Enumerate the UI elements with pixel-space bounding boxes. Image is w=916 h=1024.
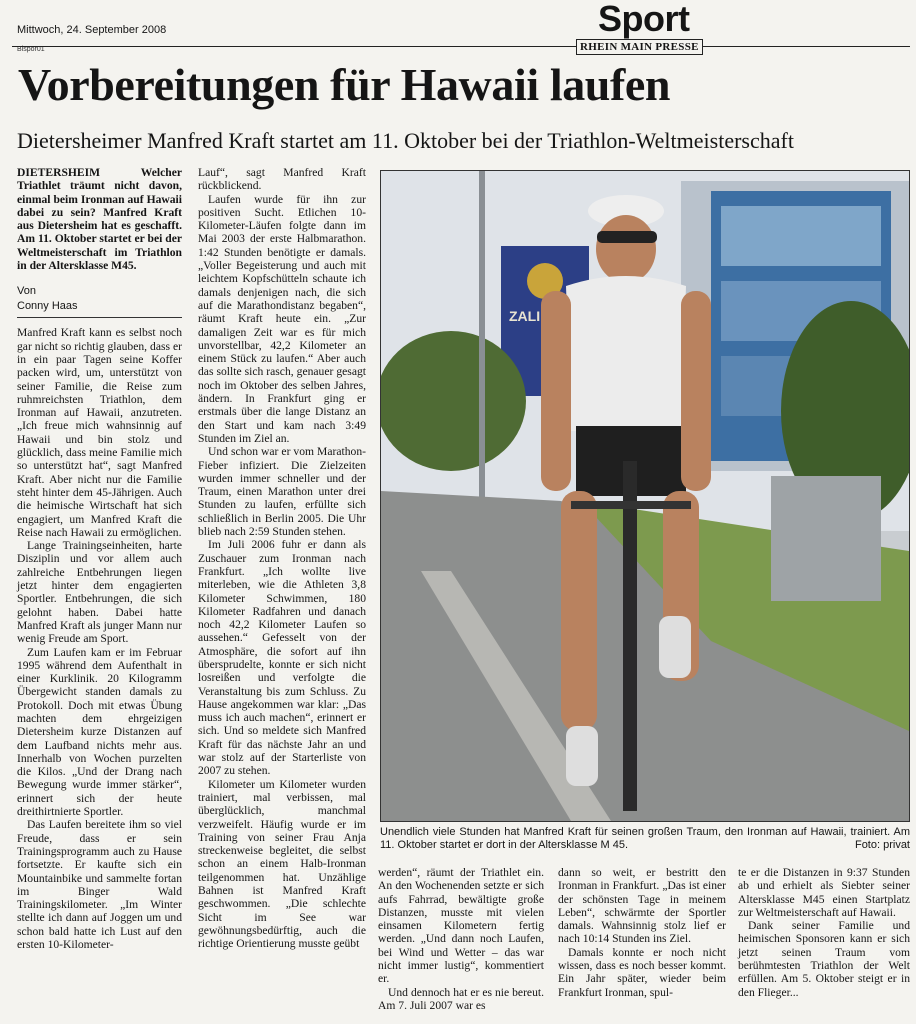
paragraph: Dank seiner Familie und heimischen Sponsoren kann er sich jetzt seinen Traum vom berühmtesten Triathlon der Welt erfüllen. Am 5. Oktober steigt er in den Flieger... <box>738 919 910 999</box>
newspaper-name: RHEIN MAIN PRESSE <box>576 39 703 55</box>
paragraph: Lange Trainingseinheiten, harte Disziplin und vor allem auch zahlreiche Entbehrungen liegen jetzt hinter dem engagierten Sportler. Entbehrungen, die sich gelohnt haben. Dabei hatte Manfred Kraft als junger Mann nur wenig Freude am Sport. <box>17 539 182 646</box>
paragraph: dann so weit, er bestritt den Ironman in Frankfurt. „Das ist einer der schönsten Tage in meinem Leben“, schwärmte der Sportler damals. Wahnsinnig stolz lief er nach 10:14 Stunden ins Ziel. <box>558 866 726 946</box>
photo-caption <box>380 826 910 852</box>
paragraph: Lauf“, sagt Manfred Kraft rückblickend. <box>198 166 366 193</box>
paragraph: Das Laufen bereitete ihm so viel Freude, dass er sein Trainingsprogramm auch zu Hause fortsetzte. Er kaufte sich ein Mountainbike und sammelte fortan im Binger Wald Trainingskilometer. „Im Winter stellte ich dann auf Joggen um und schon bald hatte ich Lust auf den ersten 10-Kilometer- <box>17 818 182 952</box>
article-headline: Vorbereitungen für Hawaii laufen <box>18 59 671 110</box>
banner-sign-text: ZALI <box>509 308 541 324</box>
section-title: Sport <box>598 0 690 39</box>
article-column-4 <box>558 866 726 999</box>
article-lead: DIETERSHEIM Welcher Triathlet träumt nicht davon, einmal beim Ironman auf Hawaii dabei zu sein? Manfred Kraft aus Dietersheim hat es geschafft. Am 11. Oktober startet er bei der Weltmeisterschaft im Triathlon in der Altersklasse M45. <box>17 166 182 273</box>
page-code: Bispor01 <box>17 46 45 53</box>
paragraph: Damals konnte er noch nicht wissen, dass es noch besser kommt. Ein Jahr später, wieder beim Frankfurt Ironman, spul- <box>558 945 726 999</box>
article-column-2 <box>198 166 366 951</box>
paragraph: Und dennoch hat er es nie bereut. Am 7. Juli 2007 war es <box>378 985 544 1012</box>
cyclist-photo <box>380 170 910 822</box>
issue-date: Mittwoch, 24. September 2008 <box>17 24 167 36</box>
photo-illustration <box>381 171 909 821</box>
byline: Von Conny Haas <box>17 284 182 318</box>
paragraph: Und schon war er vom Marathon-Fieber infiziert. Die Zielzeiten wurden immer schneller und der Traum, einen Marathon unter drei Stunden zu laufen, erfüllte sich schließlich in Berlin 2005. Die Uhr blieb nach 2:59 Stunden stehen. <box>198 445 366 539</box>
article-column-3 <box>378 866 544 1012</box>
paragraph: Im Juli 2006 fuhr er dann als Zuschauer zum Ironman nach Frankfurt. „Ich wollte live miterleben, wie die Athleten 3,8 Kilometer Schwimmen, 180 Kilometer Radfahren und danach noch 42,2 Kilometer Laufen so aussehen.“ Gefesselt von der Atmosphäre, die sofort auf ihn übersprudelte, konnte er sich nicht losreißen und verfolgte die Veranstaltung bis zum Schluss. Zu Hause angekommen war klar: „Das muss ich auch machen“, erinnert er sich. Und so meldete sich Manfred Kraft für das nächste Jahr an und war stolz auf der Starterliste von 2007 zu stehen. <box>198 538 366 778</box>
paragraph: werden“, räumt der Triathlet ein. An den Wochenenden setzte er sich aufs Fahrrad, bewältigte große Distanzen, musste mit vielen einsamen Kilometern fertig werden. „Und dann noch Laufen, bei Wind und Wetter – das war nicht immer lustig“, kommentiert er. <box>378 866 544 986</box>
paragraph: Manfred Kraft kann es selbst noch gar nicht so richtig glauben, dass er in ein paar Tagen seine Koffer packen wird, um, unterstützt von seiner Familie, die Reise zum ruhmreichsten Triathlon, dem Ironman auf Hawaii, anzutreten. „Ich freue mich wahnsinnig auf Hawaii und bin stolz und glücklich, dass meine Familie mich so unterstützt hat“, sagt Manfred Kraft. Aber nicht nur die Familie steht hinter dem 45-Jährigen. Auch die heimische Wirtschaft hat sich engagiert, um Manfred Kraft die Reise nach Hawaii zu ermöglichen. <box>17 326 182 539</box>
article-column-5 <box>738 866 910 999</box>
paragraph: Zum Laufen kam er im Februar 1995 während dem Aufenthalt in einer Kurklinik. 20 Kilogramm Übergewicht standen damals zu Protokoll. Doch mit etwas Übung machten dem ehrgeizigen Dietersheim kurze Distanzen auf dem Laufband nichts mehr aus. Innerhalb von Wochen purzelten die Kilos. „Und der Drang nach Bewegung wurde immer stärker“, erinnert sich der heute dreithirtnierte Sportler. <box>17 645 182 819</box>
article-subheadline: Dietersheimer Manfred Kraft startet am 11. Oktober bei der Triathlon-Weltmeisterschaft <box>17 128 794 153</box>
photo-credit: Foto: privat <box>854 839 910 851</box>
paragraph: te er die Distanzen in 9:37 Stunden ab und erhielt als Siebter seiner Altersklasse M45 einen Startplatz zur Weltmeisterschaft auf Hawaii. <box>738 866 910 919</box>
caption-text: Unendlich viele Stunden hat Manfred Kraft für seinen großen Traum, den Ironman auf Hawaii, trainiert. Am 11. Oktober startet er dort in der Altersklasse M 45. <box>380 826 910 851</box>
masthead-rule <box>12 46 910 47</box>
paragraph: Laufen wurde für ihn zur positiven Sucht. Etlichen 10-Kilometer-Läufen folgte dann im Mai 2003 der erste Halbmarathon. 1:42 Stunden benötigte er damals. „Voller Begeisterung und auch mit leichtem Kopfschütteln schaute ich damals denjenigen nach, die sich auf die Marathondistanz begaben“, räumt Kraft heute ein. „Zur damaligen Zeit war es für mich unvorstellbar, 42,2 Kilometer an einem Stück zu laufen.“ Aber auch das sollte sich rasch, genauer gesagt noch im Oktober des selben Jahres, ändern. In Frankfurt ging er erstmals über die lange Distanz an den Start und kam nach 3:49 Stunden im Ziel an. <box>198 192 366 445</box>
article-column-1 <box>17 166 182 951</box>
paragraph: Kilometer um Kilometer wurden trainiert, mal verbissen, mal überglücklich, manchmal verzweifelt. Häufig wurde er im Training von seiner Frau Anja streckenweise begleitet, die selbst schon an einem Halb-Ironman teilgenommen hat. Unzählige Bahnen ist Manfred Kraft geschwommen. „Die schlechte Sicht im See war gewöhnungsbedürftig, auch die richtige Orientierung musste geübt <box>198 777 366 951</box>
